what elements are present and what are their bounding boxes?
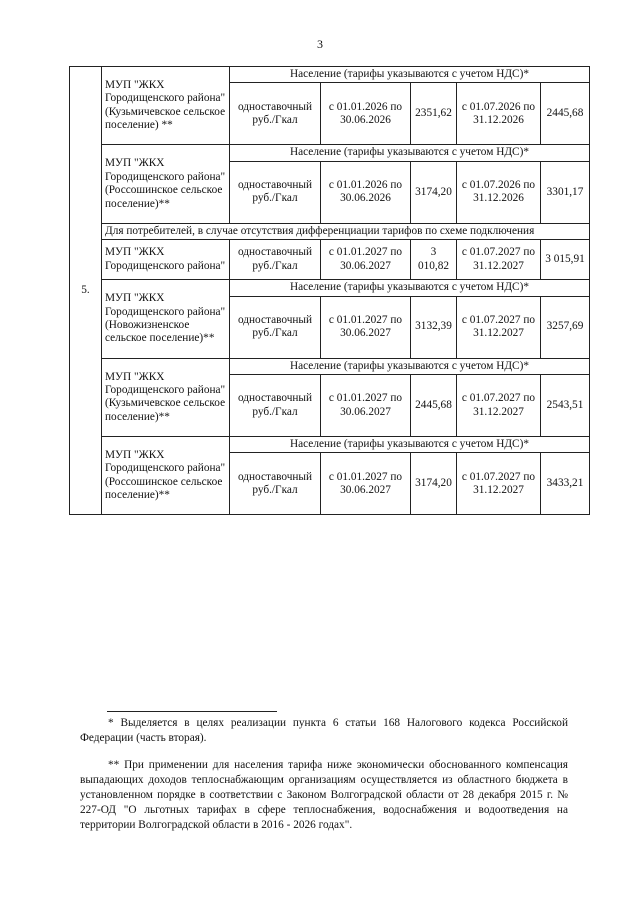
tariff-value-2: 2543,51 — [541, 375, 590, 437]
organization-name: МУП "ЖКХ Городищенского района" (Кузьмичевское сельское поселение)** — [102, 358, 230, 436]
period-2: с 01.07.2027 по 31.12.2027 — [457, 375, 541, 437]
period-2: с 01.07.2026 по 31.12.2026 — [457, 161, 541, 223]
page-number: 3 — [317, 37, 323, 51]
period-1: с 01.01.2027 по 30.06.2027 — [321, 240, 411, 280]
footnote-2: ** При применении для населения тарифа ниже экономически обоснованного компенсация выпадающих доходов теплоснабжающим организациям осуществляется из областного бюджета в установленном порядке в соответствии с Законом Волгоградской области от 28 декабря 2015 г. № 227-ОД "О льготных тарифах в сфере теплоснабжения, водоснабжения и водоотведения на территории Волгоградской области в 2016 - 2026 годах". — [80, 759, 568, 831]
rate-type: одноставочный руб./Гкал — [230, 296, 321, 358]
table-row — [70, 240, 590, 280]
tariff-value-2: 3 015,91 — [541, 240, 590, 280]
tariff-value-2: 2445,68 — [541, 83, 590, 145]
population-header: Население (тарифы указываются с учетом НДС)* — [230, 67, 590, 83]
rate-type: одноставочный руб./Гкал — [230, 240, 321, 280]
tariff-value-1: 3132,39 — [411, 296, 457, 358]
organization-name: МУП "ЖКХ Городищенского района" (Россошинское сельское поселение)** — [102, 437, 230, 515]
row-number: 5. — [70, 67, 102, 515]
population-header: Население (тарифы указываются с учетом НДС)* — [230, 145, 590, 161]
tariff-value-1: 2445,68 — [411, 375, 457, 437]
table-row — [70, 280, 590, 296]
period-1: с 01.01.2027 по 30.06.2027 — [321, 375, 411, 437]
period-2: с 01.07.2026 по 31.12.2026 — [457, 83, 541, 145]
tariff-table — [69, 66, 590, 515]
tariff-value-2: 3257,69 — [541, 296, 590, 358]
period-2: с 01.07.2027 по 31.12.2027 — [457, 453, 541, 515]
table-row — [70, 358, 590, 374]
period-1: с 01.01.2026 по 30.06.2026 — [321, 83, 411, 145]
population-header: Население (тарифы указываются с учетом НДС)* — [230, 280, 590, 296]
organization-name: МУП "ЖКХ Городищенского района" (Новожизненское сельское поселение)** — [102, 280, 230, 358]
connection-note: Для потребителей, в случае отсутствия дифференциации тарифов по схеме подключения — [102, 223, 590, 239]
table-row — [70, 145, 590, 161]
period-1: с 01.01.2027 по 30.06.2027 — [321, 296, 411, 358]
rate-type: одноставочный руб./Гкал — [230, 453, 321, 515]
tariff-value-2: 3301,17 — [541, 161, 590, 223]
tariff-value-1: 2351,62 — [411, 83, 457, 145]
organization-name: МУП "ЖКХ Городищенского района" (Россошинское сельское поселение)** — [102, 145, 230, 223]
table-row — [70, 223, 590, 239]
population-header: Население (тарифы указываются с учетом НДС)* — [230, 437, 590, 453]
period-1: с 01.01.2027 по 30.06.2027 — [321, 453, 411, 515]
tariff-value-1: 3174,20 — [411, 161, 457, 223]
table-row — [70, 437, 590, 453]
organization-name: МУП "ЖКХ Городищенского района" — [102, 240, 230, 280]
footnote-divider — [107, 711, 277, 712]
period-2: с 01.07.2027 по 31.12.2027 — [457, 296, 541, 358]
period-1: с 01.01.2026 по 30.06.2026 — [321, 161, 411, 223]
period-2: с 01.07.2027 по 31.12.2027 — [457, 240, 541, 280]
organization-name: МУП "ЖКХ Городищенского района" (Кузьмичевское сельское поселение) ** — [102, 67, 230, 145]
rate-type: одноставочный руб./Гкал — [230, 83, 321, 145]
tariff-value-1: 3 010,82 — [411, 240, 457, 280]
footnote-1: * Выделяется в целях реализации пункта 6 статьи 168 Налогового кодекса Российской Федерации (часть вторая). — [80, 717, 568, 744]
tariff-value-1: 3174,20 — [411, 453, 457, 515]
rate-type: одноставочный руб./Гкал — [230, 375, 321, 437]
tariff-value-2: 3433,21 — [541, 453, 590, 515]
table-row — [70, 67, 590, 83]
rate-type: одноставочный руб./Гкал — [230, 161, 321, 223]
population-header: Население (тарифы указываются с учетом НДС)* — [230, 358, 590, 374]
